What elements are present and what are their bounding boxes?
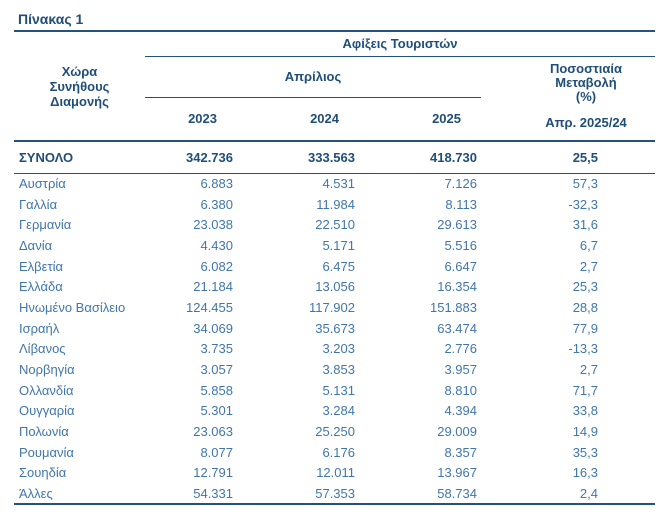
tourist-arrivals-table bbox=[14, 30, 655, 505]
total-2023: 342.736 bbox=[145, 141, 237, 173]
value-2024-cell: 6.176 bbox=[322, 444, 355, 460]
pct-change-cell: 57,3 bbox=[572, 176, 598, 192]
value-2023-cell: 124.455 bbox=[186, 299, 233, 315]
value-2023-cell: 6.380 bbox=[200, 196, 233, 212]
value-2024-cell: 6.475 bbox=[322, 258, 355, 274]
total-2024: 333.563 bbox=[237, 141, 359, 173]
pct-change-cell: -13,3 bbox=[568, 341, 598, 357]
percentage-change-header bbox=[481, 56, 655, 141]
pct-change-cell: 16,3 bbox=[572, 465, 598, 481]
pct-label-line3: (%) bbox=[575, 88, 597, 104]
country-cell: Δανία bbox=[19, 237, 53, 253]
pct-change-cell: 6,7 bbox=[579, 237, 598, 253]
pct-label-line2: Μεταβολή bbox=[555, 74, 617, 90]
total-pct: 25,5 bbox=[481, 141, 655, 173]
country-cell: Ηνωμένο Βασίλειο bbox=[19, 299, 126, 315]
country-cell: Αυστρία bbox=[19, 176, 66, 192]
value-2025-cell: 2.776 bbox=[444, 341, 477, 357]
value-2023-cell: 23.063 bbox=[193, 424, 233, 440]
value-2023-cell: 5.301 bbox=[200, 403, 233, 419]
value-2024-cell: 3.853 bbox=[322, 362, 355, 378]
value-2023-cell: 12.791 bbox=[193, 465, 233, 481]
month-header: Απρίλιος bbox=[145, 56, 481, 97]
value-2024-cell: 5.171 bbox=[322, 237, 355, 253]
pct-change-cell: -32,3 bbox=[568, 196, 598, 212]
table-row bbox=[14, 483, 655, 504]
value-2025-cell: 16.354 bbox=[437, 279, 477, 295]
pct-label-line1: Ποσοστιαία bbox=[549, 60, 623, 76]
country-header-line3: Διαμονής bbox=[50, 93, 109, 109]
pct-period-label: Απρ. 2025/24 bbox=[545, 114, 627, 130]
country-column-header bbox=[14, 31, 145, 141]
pct-change-cell: 2,4 bbox=[579, 485, 598, 501]
table-header bbox=[14, 31, 655, 141]
value-2025-cell: 58.734 bbox=[437, 485, 477, 501]
value-2024-cell: 22.510 bbox=[315, 217, 355, 233]
value-2024-cell: 117.902 bbox=[308, 299, 355, 315]
table-row bbox=[14, 442, 655, 463]
value-2025-cell: 4.394 bbox=[444, 403, 477, 419]
country-cell: Νορβηγία bbox=[19, 362, 75, 378]
value-2023-cell: 3.735 bbox=[200, 341, 233, 357]
country-cell: Ελλάδα bbox=[19, 279, 63, 295]
country-cell: Γερμανία bbox=[19, 217, 72, 233]
table-body bbox=[14, 173, 655, 504]
pct-change-cell: 25,3 bbox=[572, 279, 598, 295]
table-row bbox=[14, 235, 655, 256]
year-header-2023: 2023 bbox=[145, 97, 237, 141]
value-2023-cell: 21.184 bbox=[193, 279, 233, 295]
value-2024-cell: 35.673 bbox=[315, 320, 355, 336]
value-2023-cell: 8.077 bbox=[200, 444, 233, 460]
country-cell: Ρουμανία bbox=[19, 444, 74, 460]
value-2025-cell: 63.474 bbox=[437, 320, 477, 336]
country-cell: Λίβανος bbox=[19, 341, 66, 357]
value-2024-cell: 3.284 bbox=[322, 403, 355, 419]
arrivals-header: Αφίξεις Τουριστών bbox=[145, 31, 655, 56]
country-cell: Άλλες bbox=[19, 485, 53, 501]
table-row bbox=[14, 297, 655, 318]
value-2023-cell: 23.038 bbox=[193, 217, 233, 233]
table-row bbox=[14, 194, 655, 215]
country-header-line2: Συνήθους bbox=[49, 78, 110, 94]
total-label: ΣΥΝΟΛΟ bbox=[14, 141, 145, 173]
pct-change-cell: 71,7 bbox=[572, 382, 598, 398]
value-2024-cell: 11.984 bbox=[316, 196, 355, 212]
pct-change-cell: 14,9 bbox=[572, 424, 598, 440]
pct-change-cell: 33,8 bbox=[572, 403, 598, 419]
table-row bbox=[14, 318, 655, 339]
value-2023-cell: 54.331 bbox=[193, 485, 233, 501]
country-cell: Ισραήλ bbox=[19, 320, 60, 336]
value-2025-cell: 3.957 bbox=[444, 362, 477, 378]
year-header-2024: 2024 bbox=[237, 97, 359, 141]
country-header-line1: Χώρα bbox=[61, 63, 98, 79]
value-2024-cell: 3.203 bbox=[322, 341, 355, 357]
table-row bbox=[14, 359, 655, 380]
table-total-section bbox=[14, 141, 655, 173]
country-cell: Γαλλία bbox=[19, 196, 58, 212]
pct-change-cell: 2,7 bbox=[579, 362, 598, 378]
value-2024-cell: 4.531 bbox=[322, 176, 355, 192]
value-2024-cell: 5.131 bbox=[322, 382, 355, 398]
pct-change-cell: 2,7 bbox=[579, 258, 598, 274]
country-cell: Πολωνία bbox=[19, 424, 69, 440]
value-2025-cell: 8.810 bbox=[444, 382, 477, 398]
value-2025-cell: 5.516 bbox=[444, 237, 477, 253]
table-row bbox=[14, 421, 655, 442]
value-2024-cell: 13.056 bbox=[315, 279, 355, 295]
value-2024-cell: 25.250 bbox=[315, 424, 355, 440]
value-2024-cell: 12.011 bbox=[316, 465, 355, 481]
year-header-2025: 2025 bbox=[359, 97, 481, 141]
value-2025-cell: 151.883 bbox=[430, 299, 477, 315]
value-2024-cell: 57.353 bbox=[315, 485, 355, 501]
value-2023-cell: 3.057 bbox=[200, 362, 233, 378]
table-row bbox=[14, 256, 655, 277]
value-2023-cell: 5.858 bbox=[200, 382, 233, 398]
table-row bbox=[14, 276, 655, 297]
value-2025-cell: 8.357 bbox=[444, 444, 477, 460]
country-cell: Σουηδία bbox=[19, 465, 67, 481]
table-row bbox=[14, 214, 655, 235]
value-2023-cell: 6.082 bbox=[200, 258, 233, 274]
value-2023-cell: 4.430 bbox=[200, 237, 233, 253]
value-2025-cell: 8.113 bbox=[445, 196, 477, 212]
value-2025-cell: 13.967 bbox=[437, 465, 477, 481]
pct-change-cell: 31,6 bbox=[572, 217, 598, 233]
value-2023-cell: 34.069 bbox=[193, 320, 233, 336]
pct-change-cell: 28,8 bbox=[572, 299, 598, 315]
country-cell: Ελβετία bbox=[19, 258, 63, 274]
table-row bbox=[14, 401, 655, 422]
pct-change-cell: 35,3 bbox=[572, 444, 598, 460]
table-row bbox=[14, 463, 655, 484]
country-cell: Ολλανδία bbox=[19, 382, 74, 398]
table-row bbox=[14, 173, 655, 194]
value-2025-cell: 6.647 bbox=[444, 258, 477, 274]
percentage-change-header-inner bbox=[530, 62, 642, 130]
value-2023-cell: 6.883 bbox=[200, 176, 233, 192]
value-2025-cell: 7.126 bbox=[444, 176, 477, 192]
value-2025-cell: 29.009 bbox=[437, 424, 477, 440]
country-cell: Ουγγαρία bbox=[19, 403, 75, 419]
table-row bbox=[14, 380, 655, 401]
table-row bbox=[14, 339, 655, 360]
value-2025-cell: 29.613 bbox=[437, 217, 477, 233]
pct-change-cell: 77,9 bbox=[572, 320, 598, 336]
table-title: Πίνακας 1 bbox=[18, 11, 84, 27]
total-2025: 418.730 bbox=[359, 141, 481, 173]
total-row bbox=[14, 141, 655, 173]
